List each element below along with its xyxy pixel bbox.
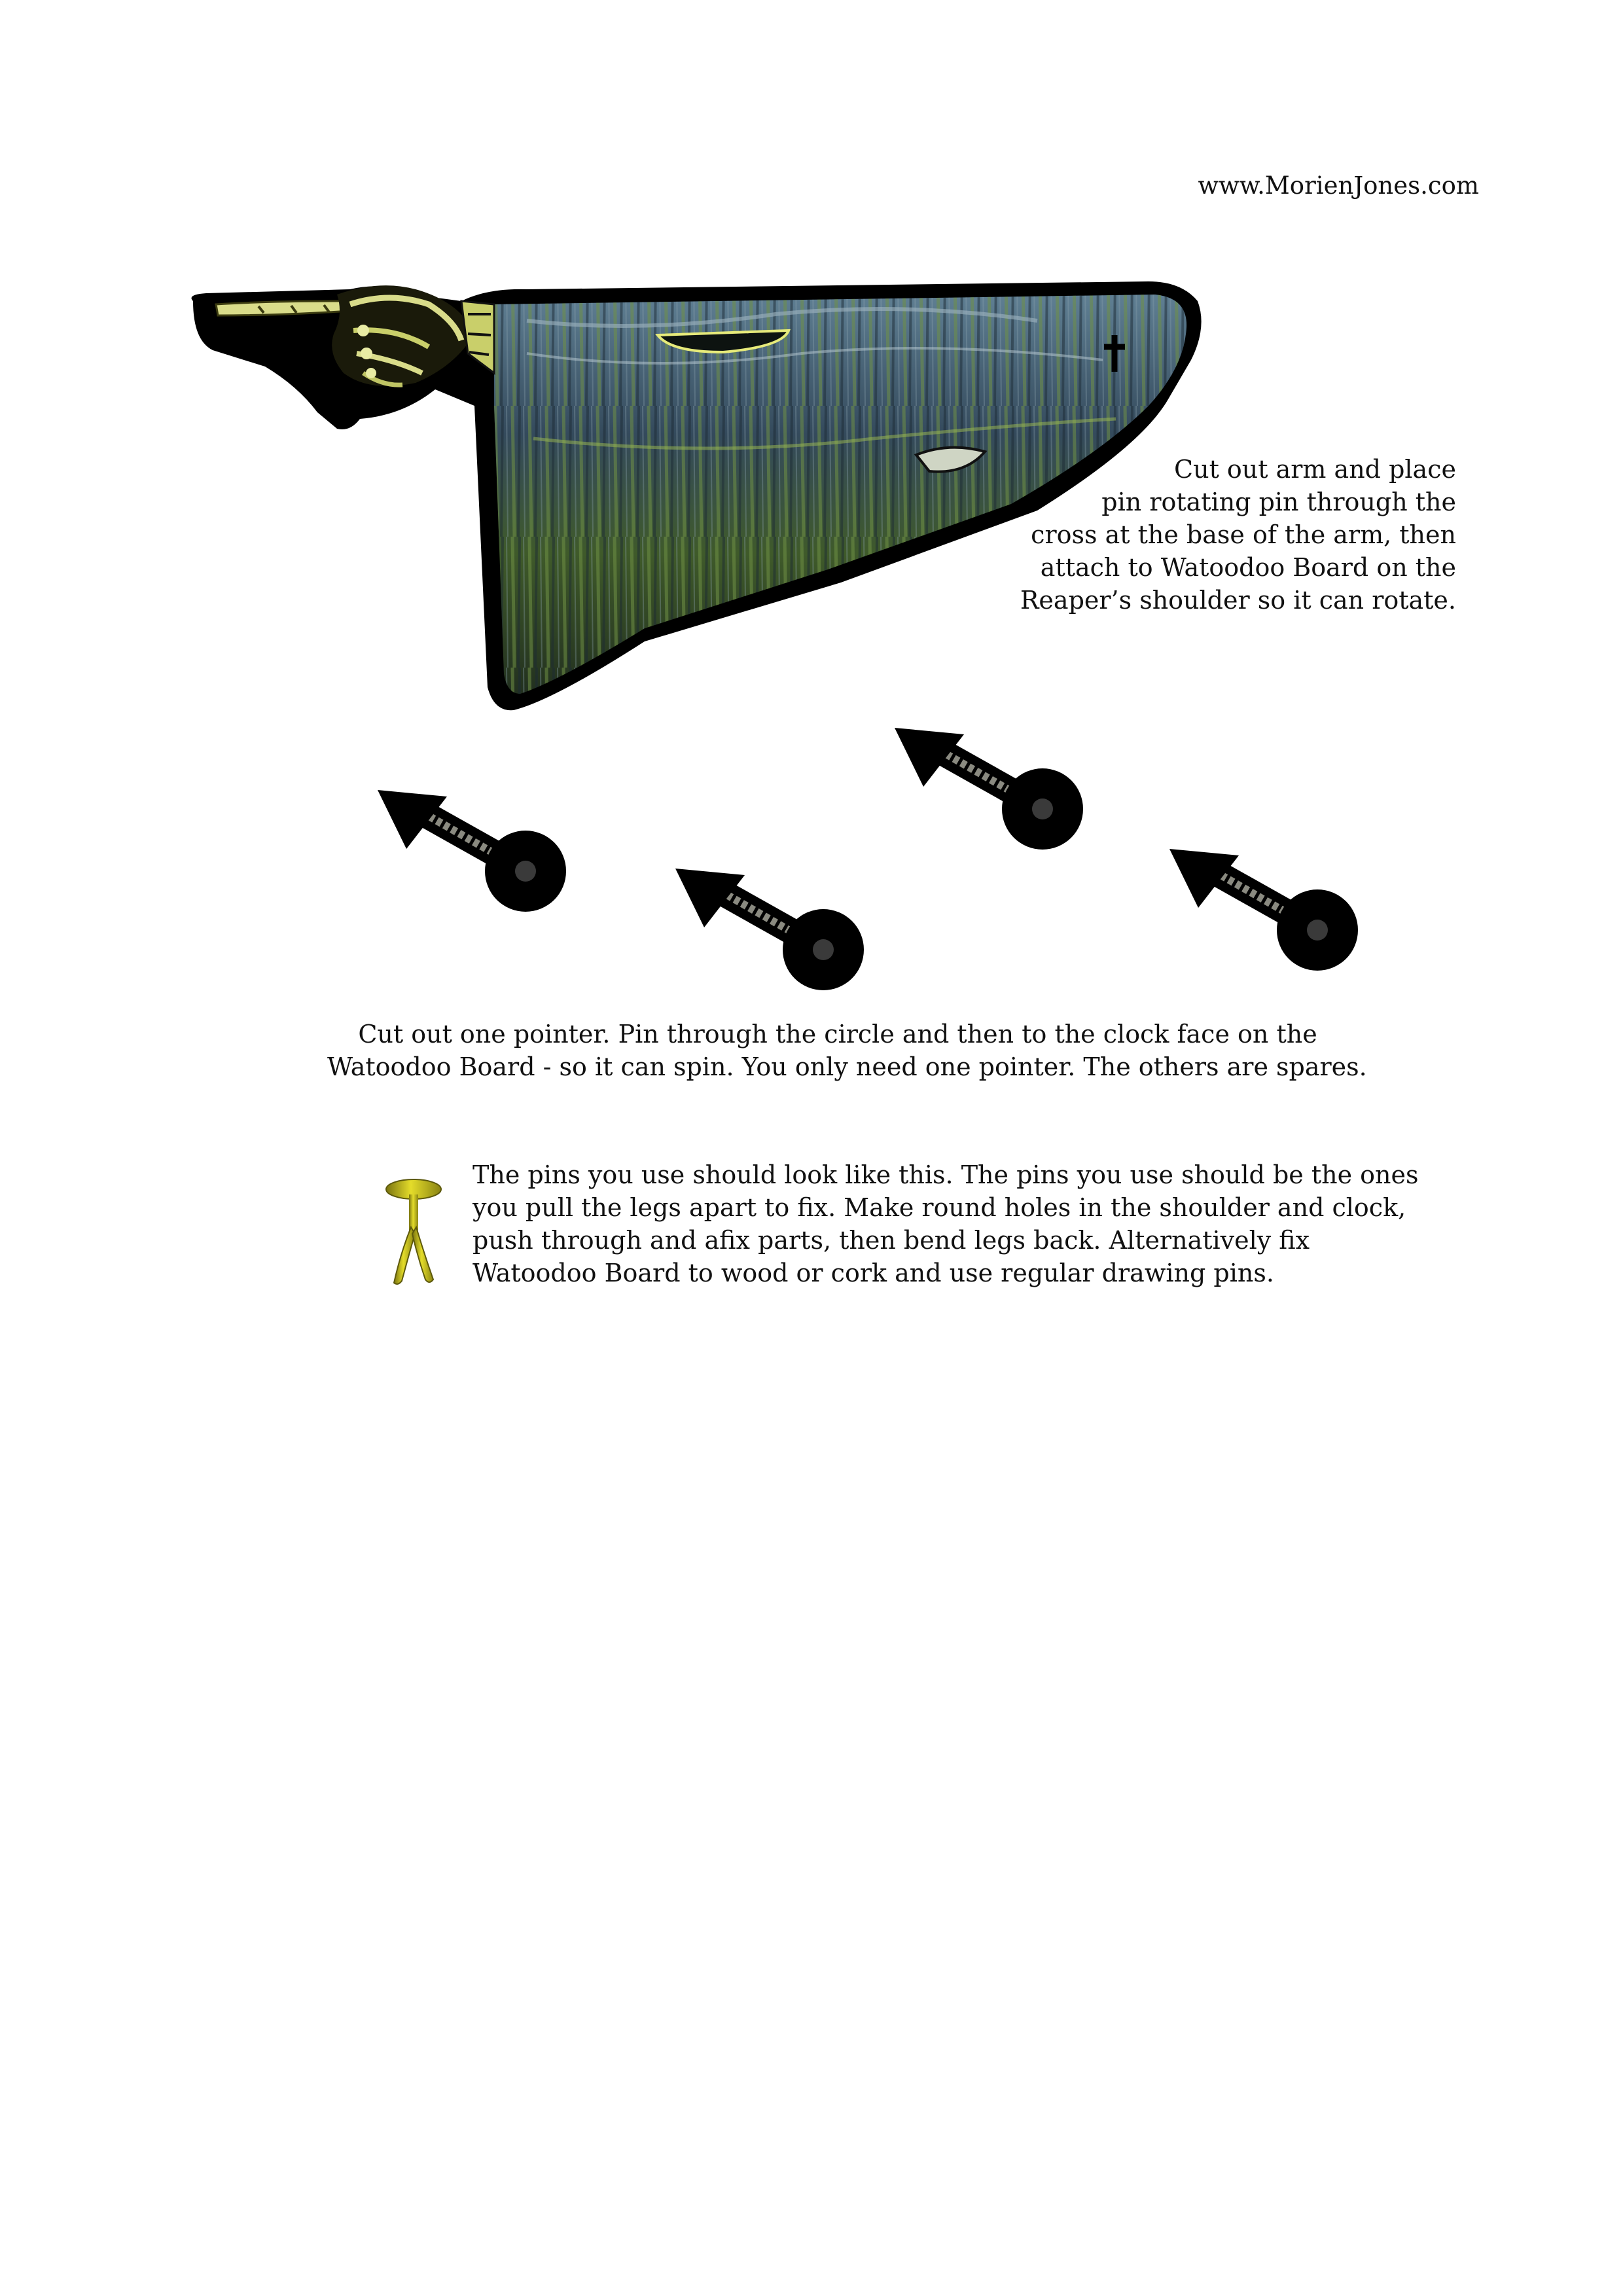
pointer-arrow [1169,849,1358,971]
arm-instructions [955,453,1456,617]
pointer-instruction-line: Cut out one pointer. Pin through the circle and then to the clock face on the [358,1020,1317,1049]
pointer-arrow [675,869,864,990]
arm-instruction-line: Cut out arm and place [1174,455,1456,484]
arm-instruction-line: cross at the base of the arm, then [1031,520,1456,549]
arm-instruction-line: pin rotating pin through the [1101,488,1456,516]
arm-instruction-line: attach to Watoodoo Board on the [1040,553,1456,582]
arm-instruction-line: Reaper’s shoulder so it can rotate. [1020,586,1456,615]
pin-instruction-line: Watoodoo Board to wood or cork and use regular drawing pins. [473,1259,1274,1287]
clock-pointer-cutout [1162,841,1371,985]
pointer-arrow [895,728,1083,850]
pointer-instruction-line: Watoodoo Board - so it can spin. You only need one pointer. The others are spares. [327,1052,1367,1081]
clock-pointer-cutout [668,861,877,1005]
split-pin-icon [381,1175,446,1289]
clock-pointer-cutout [887,720,1096,864]
pointer-instructions [327,1018,1367,1083]
website-url: www.MorienJones.com [1198,171,1479,200]
pin-instructions [473,1158,1454,1289]
pin-instruction-line: The pins you use should look like this. The pins you use should be the ones [473,1160,1419,1189]
pin-instruction-line: you pull the legs apart to fix. Make round holes in the shoulder and clock, [473,1193,1406,1222]
pointer-arrow [378,790,566,912]
clock-pointer-cutout [370,782,579,926]
pin-instruction-line: push through and afix parts, then bend legs back. Alternatively fix [473,1226,1310,1255]
